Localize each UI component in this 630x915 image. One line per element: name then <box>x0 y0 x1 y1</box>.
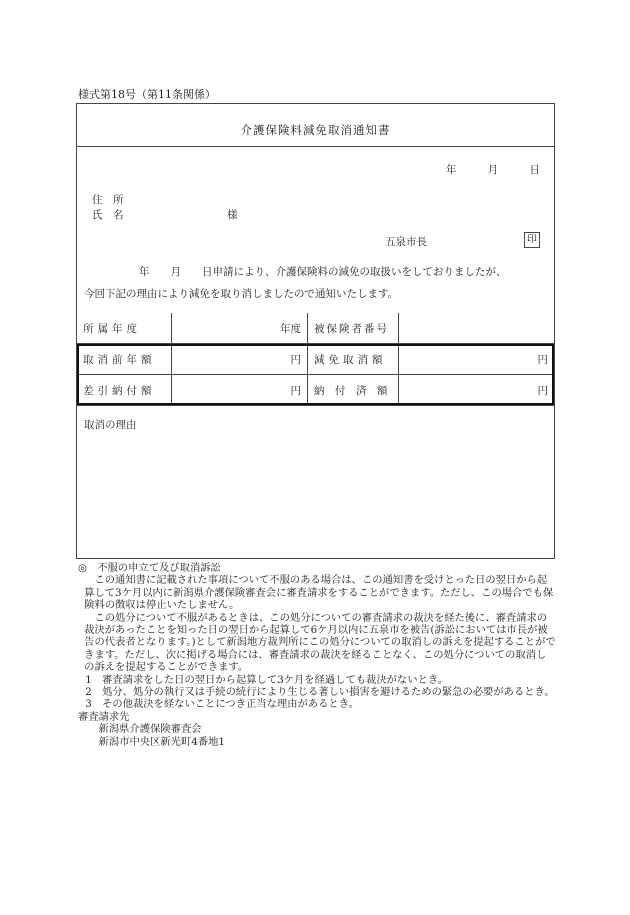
table-row <box>77 344 554 375</box>
before-amount-label: 取消前年額 <box>77 344 172 375</box>
date-year: 年 <box>445 164 457 176</box>
exemption-amount-unit: 円 <box>399 344 555 375</box>
address-label: 住 所 <box>92 194 124 206</box>
date-day: 日 <box>529 164 540 176</box>
form-number: 様式第18号（第11条関係） <box>78 88 216 101</box>
appeal-notes <box>78 562 556 748</box>
appeal-destination-label: 審査請求先 <box>78 710 130 723</box>
appeal-destination-name: 新潟県介護保険審査会 <box>98 723 202 736</box>
body-text-line2: 今回下記の理由により減免を取り消しましたので通知いたします。 <box>84 288 399 300</box>
paid-amount-label: 納 付 済 額 <box>308 375 399 406</box>
appeal-destination-address: 新潟市中央区新光町4番地1 <box>98 735 225 748</box>
notes-item-1: 1 審査請求をした日の翌日から起算して3ケ月を経過しても裁決がないとき。 <box>85 673 449 686</box>
exemption-amount-label: 減免取消額 <box>308 344 399 375</box>
seal-stamp: 印 <box>524 232 540 248</box>
table-row <box>77 375 554 406</box>
insured-number-label: 被保険者番号 <box>308 313 399 344</box>
notice-form <box>76 103 555 559</box>
net-payment-unit: 円 <box>172 375 308 406</box>
honorific: 様 <box>227 209 238 221</box>
notes-heading: ◎ 不服の申立て及び取消訴訟 <box>78 562 221 574</box>
reason-label: 取消の理由 <box>84 419 137 431</box>
fiscal-year-unit: 年度 <box>172 313 308 344</box>
before-amount-unit: 円 <box>172 344 308 375</box>
name-label: 氏 名 <box>92 209 124 221</box>
paid-amount-unit: 円 <box>399 375 555 406</box>
amount-table <box>77 313 554 406</box>
notes-item-2: 2 処分、処分の執行又は手続の続行により生じる著しい損害を避けるための緊急の必要があるとき。 <box>85 686 555 699</box>
insured-number-value <box>399 313 555 344</box>
divider <box>77 146 554 147</box>
date-month: 月 <box>487 164 499 176</box>
fiscal-year-label: 所属年度 <box>77 313 172 344</box>
notes-paragraph-2: この処分について不服があるときは、この処分についての審査請求の裁決を経た後に、審査請求の裁決があったことを知った日の翌日から起算して6ケ月以内に五泉市を被告(訴訟においては市長が被告の代表者となります。)として新潟地方裁判所にこの処分についての取消しの訴えを提起することができます。ただし、次に掲げる場合には、審査請求の裁決を経ることなく、この処分についての取消しの訴えを提起することができます。 <box>84 611 556 674</box>
body-text-line1: 年 月 日申請により、介護保険料の減免の取扱いをしておりましたが、 <box>139 266 507 278</box>
issue-date <box>418 162 540 177</box>
issuer: 五泉市長 <box>385 236 427 248</box>
notes-item-3: 3 その他裁決を経ないことにつき正当な理由があるとき。 <box>85 698 359 711</box>
net-payment-label: 差引納付額 <box>77 375 172 406</box>
document-title: 介護保険料減免取消通知書 <box>240 123 391 137</box>
notes-paragraph-1: この通知書に記載された事項について不服のある場合は、この通知書を受けとった日の翌日から起算して3ケ月以内に新潟県介護保険審査会に審査請求をすることができます。ただし、この場合でも保険料の徴収は停止いたしません。 <box>84 574 554 612</box>
table-row <box>77 313 554 344</box>
